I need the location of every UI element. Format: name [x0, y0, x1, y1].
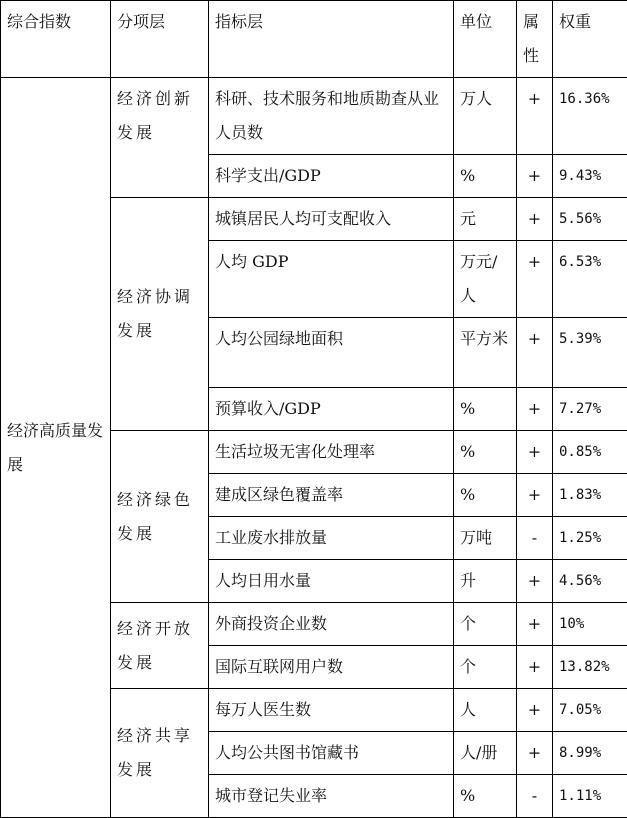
attr-cell: -	[517, 775, 553, 818]
attr-cell: +	[517, 155, 553, 198]
weight-cell: 1.11%	[553, 775, 627, 818]
unit-cell: 平方米	[454, 318, 517, 388]
weight-cell: 16.36%	[553, 78, 627, 155]
weight-cell: 5.39%	[553, 318, 627, 388]
indicator-cell: 城市登记失业率	[209, 775, 454, 818]
header-sub-layer: 分项层	[111, 1, 209, 78]
indicator-cell: 生活垃圾无害化处理率	[209, 431, 454, 474]
indicator-cell: 人均 GDP	[209, 241, 454, 318]
header-row	[1, 1, 627, 78]
weight-cell: 1.83%	[553, 474, 627, 517]
attr-cell: +	[517, 241, 553, 318]
unit-cell: %	[454, 474, 517, 517]
indicator-cell: 外商投资企业数	[209, 603, 454, 646]
attr-cell: +	[517, 646, 553, 689]
attr-cell: +	[517, 474, 553, 517]
weight-cell: 1.25%	[553, 517, 627, 560]
unit-cell: 人/册	[454, 732, 517, 775]
unit-cell: 万元/人	[454, 241, 517, 318]
attr-cell: +	[517, 198, 553, 241]
unit-cell: 万人	[454, 78, 517, 155]
weight-cell: 10%	[553, 603, 627, 646]
weight-cell: 8.99%	[553, 732, 627, 775]
indicator-cell: 预算收入/GDP	[209, 388, 454, 431]
indicator-cell: 科研、技术服务和地质勘查从业人员数	[209, 78, 454, 155]
indicator-cell: 人均公共图书馆藏书	[209, 732, 454, 775]
weight-cell: 0.85%	[553, 431, 627, 474]
weight-cell: 7.05%	[553, 689, 627, 732]
table-row	[1, 78, 627, 155]
attr-cell: +	[517, 560, 553, 603]
unit-cell: 升	[454, 560, 517, 603]
attr-cell: +	[517, 78, 553, 155]
indicator-cell: 人均日用水量	[209, 560, 454, 603]
unit-cell: 万吨	[454, 517, 517, 560]
indicator-cell: 国际互联网用户数	[209, 646, 454, 689]
unit-cell: 个	[454, 646, 517, 689]
header-unit: 单位	[454, 1, 517, 78]
unit-cell: %	[454, 775, 517, 818]
weight-cell: 5.56%	[553, 198, 627, 241]
indicator-cell: 城镇居民人均可支配收入	[209, 198, 454, 241]
weight-cell: 7.27%	[553, 388, 627, 431]
unit-cell: 个	[454, 603, 517, 646]
attr-cell: +	[517, 431, 553, 474]
weight-cell: 9.43%	[553, 155, 627, 198]
attr-cell: +	[517, 689, 553, 732]
indicator-cell: 人均公园绿地面积	[209, 318, 454, 388]
attr-cell: +	[517, 732, 553, 775]
group-innovation: 经济创新发展	[111, 78, 209, 198]
group-coordination: 经济协调发展	[111, 198, 209, 431]
group-green: 经济绿色发展	[111, 431, 209, 603]
composite-cell: 经济高质量发展	[1, 78, 111, 818]
unit-cell: %	[454, 431, 517, 474]
weight-cell: 4.56%	[553, 560, 627, 603]
indicator-cell: 每万人医生数	[209, 689, 454, 732]
attr-cell: +	[517, 388, 553, 431]
header-attr: 属性	[517, 1, 553, 78]
group-openness: 经济开放发展	[111, 603, 209, 689]
indicator-cell: 建成区绿色覆盖率	[209, 474, 454, 517]
attr-cell: +	[517, 318, 553, 388]
unit-cell: 元	[454, 198, 517, 241]
header-weight: 权重	[553, 1, 627, 78]
group-sharing: 经济共享发展	[111, 689, 209, 818]
indicator-cell: 科学支出/GDP	[209, 155, 454, 198]
weight-cell: 6.53%	[553, 241, 627, 318]
attr-cell: -	[517, 517, 553, 560]
attr-cell: +	[517, 603, 553, 646]
header-composite: 综合指数	[1, 1, 111, 78]
unit-cell: %	[454, 388, 517, 431]
unit-cell: 人	[454, 689, 517, 732]
weight-cell: 13.82%	[553, 646, 627, 689]
unit-cell: %	[454, 155, 517, 198]
indicator-cell: 工业废水排放量	[209, 517, 454, 560]
header-indicator: 指标层	[209, 1, 454, 78]
